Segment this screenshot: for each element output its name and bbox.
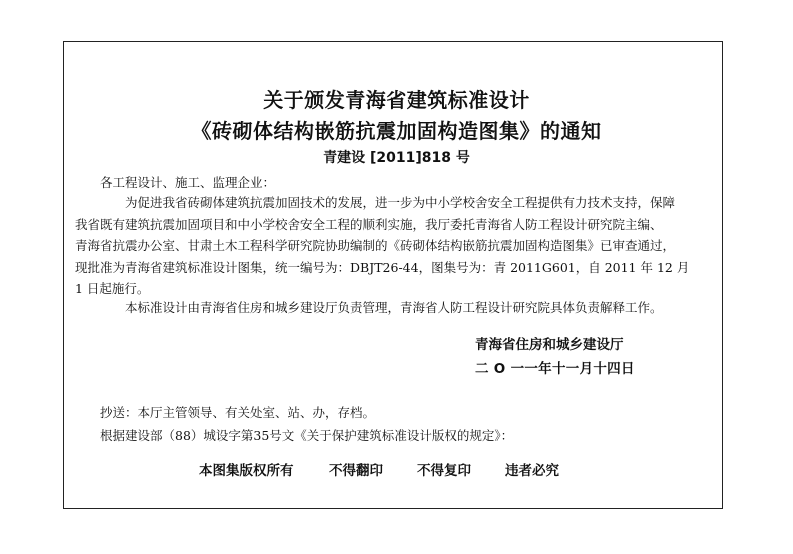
notice-title-line1: 关于颁发青海省建筑标准设计 <box>263 88 530 112</box>
paragraph-line: 1 日起施行。 <box>75 281 150 297</box>
issuing-authority: 青海省住房和城乡建设厅 <box>475 337 624 353</box>
cc-line: 抄送：本厅主管领导、有关处室、站、办，存档。 <box>100 405 376 420</box>
paragraph-line: 为促进我省砖砌体建筑抗震加固技术的发展，进一步为中小学校舍安全工程提供有力技术支持，保障 <box>125 195 676 210</box>
paragraph-line: 青海省抗震办公室、甘肃土木工程科学研究院协助编制的《砖砌体结构嵌筋抗震加固构造图集》已审查通过， <box>75 238 676 254</box>
copyright-notice-no-reprint: 不得翻印 <box>329 463 383 479</box>
body-paragraph-1 <box>75 192 692 300</box>
copyright-notice-violators: 违者必究 <box>505 463 559 479</box>
copyright-notice-all-rights: 本图集版权所有 <box>199 463 294 479</box>
copyright-notice-no-copy: 不得复印 <box>417 463 471 479</box>
paragraph-line: 现批准为青海省建筑标准设计图集，统一编号为：DBJT26-44，图集号为：青 2011G601，自 2011 年 12 月 <box>75 259 690 275</box>
document-number: 青建设 [2011]818 号 <box>323 150 470 166</box>
body-paragraph-2: 本标准设计由青海省住房和城乡建设厅负责管理，青海省人防工程设计研究院具体负责解释工作。 <box>125 300 663 315</box>
notice-title-line2: 《砖砌体结构嵌筋抗震加固构造图集》的通知 <box>191 119 602 143</box>
issue-date: 二 O 一一年十一月十四日 <box>475 361 635 377</box>
paragraph-line: 我省既有建筑抗震加固项目和中小学校舍安全工程的顺利实施，我厅委托青海省人防工程设计研究院主编、 <box>75 216 663 232</box>
addressee: 各工程设计、施工、监理企业： <box>100 175 276 190</box>
copyright-basis: 根据建设部（88）城设字第35号文《关于保护建筑标准设计版权的规定》： <box>100 428 514 443</box>
